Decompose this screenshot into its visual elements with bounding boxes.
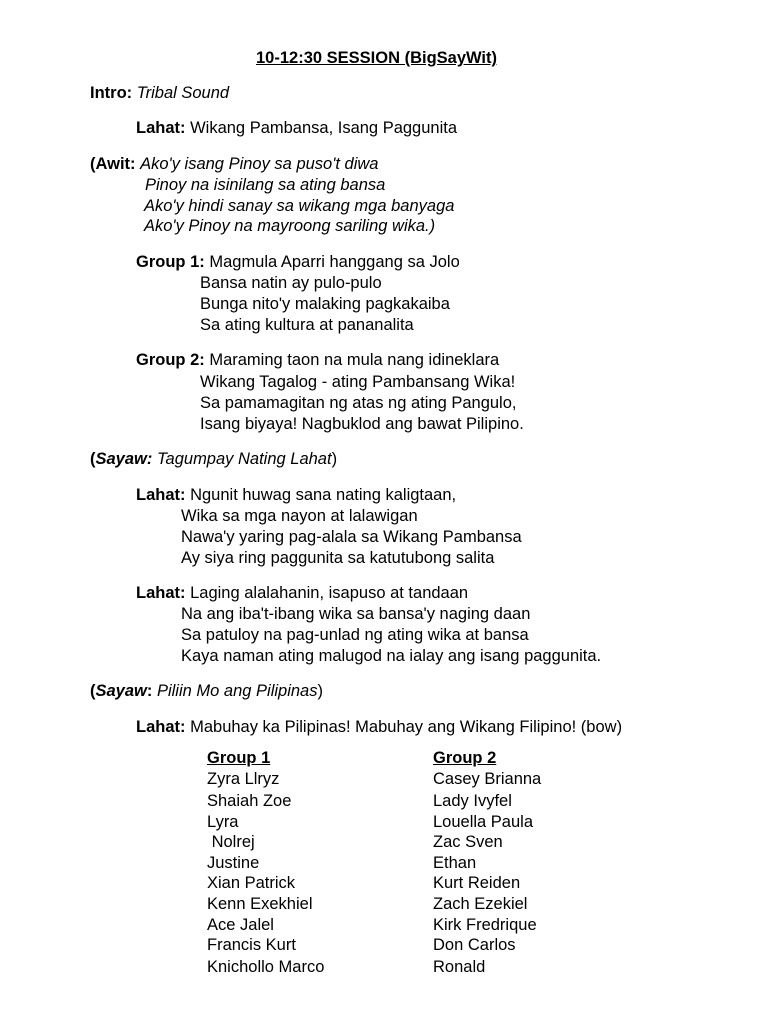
lahat-lyric: Sa patuloy na pag-unlad ng ating wika at bansa [181,626,529,644]
group2-verse-line-1 [136,350,499,370]
lahat-line-1 [136,118,457,138]
lahat-text: Mabuhay ka Pilipinas! Mabuhay ang Wikang Filipino! (bow) [190,718,623,736]
group1-member: Xian Patrick [207,874,296,892]
group2-member: Lady Ivyfel [433,792,512,810]
sayaw-label: Sayaw: [95,450,153,468]
lahat-lyric: Nawa'y yaring pag-alala sa Wikang Pambansa [181,528,522,546]
sayaw-colon: : [146,682,153,700]
awit-lyric: Ako'y Pinoy na mayroong sariling wika.) [144,217,436,235]
lahat-lyric: Laging alalahanin, isapuso at tandaan [190,584,469,602]
awit-line-1 [90,154,378,174]
group1-member: Francis Kurt [207,936,296,954]
group2-lyric: Wikang Tagalog - ating Pambansang Wika! [200,373,516,391]
lahat-line-3 [136,583,468,603]
group1-lyric: Bunga nito'y malaking pagkakaiba [200,295,450,313]
lahat-text: Wikang Pambansa, Isang Paggunita [190,119,458,137]
sayaw-close-paren: ) [331,450,338,468]
group1-member: Shaiah Zoe [207,792,292,810]
group1-member: Lyra [207,813,239,831]
group2-member: Don Carlos [433,936,516,954]
group1-member: Zyra Llryz [207,770,280,788]
lahat-label: Lahat: [136,119,186,137]
sayaw-line-1 [90,449,337,469]
group2-member: Zac Sven [433,833,503,851]
intro-text: Tribal Sound [136,84,230,102]
intro-line [90,83,229,103]
intro-label: Intro: [90,84,133,102]
lahat-lyric: Ngunit huwag sana nating kaligtaan, [190,486,457,504]
group1-verse-line-1 [136,252,460,272]
lahat-lyric: Ay siya ring paggunita sa katutubong salita [181,549,495,567]
group2-member: Ronald [433,958,486,976]
group1-label: Group 1: [136,253,205,271]
group1-member: Knichollo Marco [207,958,325,976]
lahat-lyric: Na ang iba't-ibang wika sa bansa'y naging daan [181,605,531,623]
lahat-label: Lahat: [136,584,186,602]
awit-label: (Awit: [90,155,136,173]
group2-member: Louella Paula [433,813,533,831]
group2-lyric: Isang biyaya! Nagbuklod ang bawat Pilipino. [200,415,524,433]
lahat-line-4 [136,717,622,737]
sayaw-open-paren: ( [90,682,96,700]
lahat-lyric: Wika sa mga nayon at lalawigan [181,507,418,525]
sayaw-title: Tagumpay Nating Lahat [156,450,332,468]
group1-lyric: Sa ating kultura at pananalita [200,316,414,334]
group2-lyric: Sa pamamagitan ng atas ng ating Pangulo, [200,394,517,412]
sayaw-label: Sayaw [95,682,147,700]
lahat-label: Lahat: [136,718,186,736]
sayaw-close-paren: ) [317,682,323,700]
awit-lyric: Ako'y isang Pinoy sa puso't diwa [140,155,379,173]
awit-lyric: Pinoy na isinilang sa ating bansa [145,176,386,194]
group2-label: Group 2: [136,351,205,369]
group1-member: Nolrej [207,833,255,851]
sayaw-open-paren: ( [90,450,96,468]
page-title: 10-12:30 SESSION (BigSayWit) [256,49,498,67]
group2-member: Kirk Fredrique [433,916,537,934]
group2-member: Casey Brianna [433,770,542,788]
group1-member: Justine [207,854,260,872]
group2-member: Ethan [433,854,477,872]
sayaw-line-2 [90,681,323,701]
lahat-line-2 [136,485,456,505]
group1-member: Kenn Exekhiel [207,895,313,913]
group1-roster-header: Group 1 [207,749,271,767]
lahat-lyric: Kaya naman ating malugod na ialay ang isang paggunita. [181,647,602,665]
lahat-label: Lahat: [136,486,186,504]
group1-lyric: Magmula Aparri hanggang sa Jolo [209,253,460,271]
group1-member: Ace Jalel [207,916,274,934]
group1-lyric: Bansa natin ay pulo-pulo [200,274,382,292]
group2-member: Zach Ezekiel [433,895,528,913]
group2-roster-header: Group 2 [433,749,497,767]
awit-lyric: Ako'y hindi sanay sa wikang mga banyaga [144,197,455,215]
sayaw-title: Piliin Mo ang Pilipinas [156,682,318,700]
group2-member: Kurt Reiden [433,874,521,892]
group2-lyric: Maraming taon na mula nang idineklara [209,351,500,369]
